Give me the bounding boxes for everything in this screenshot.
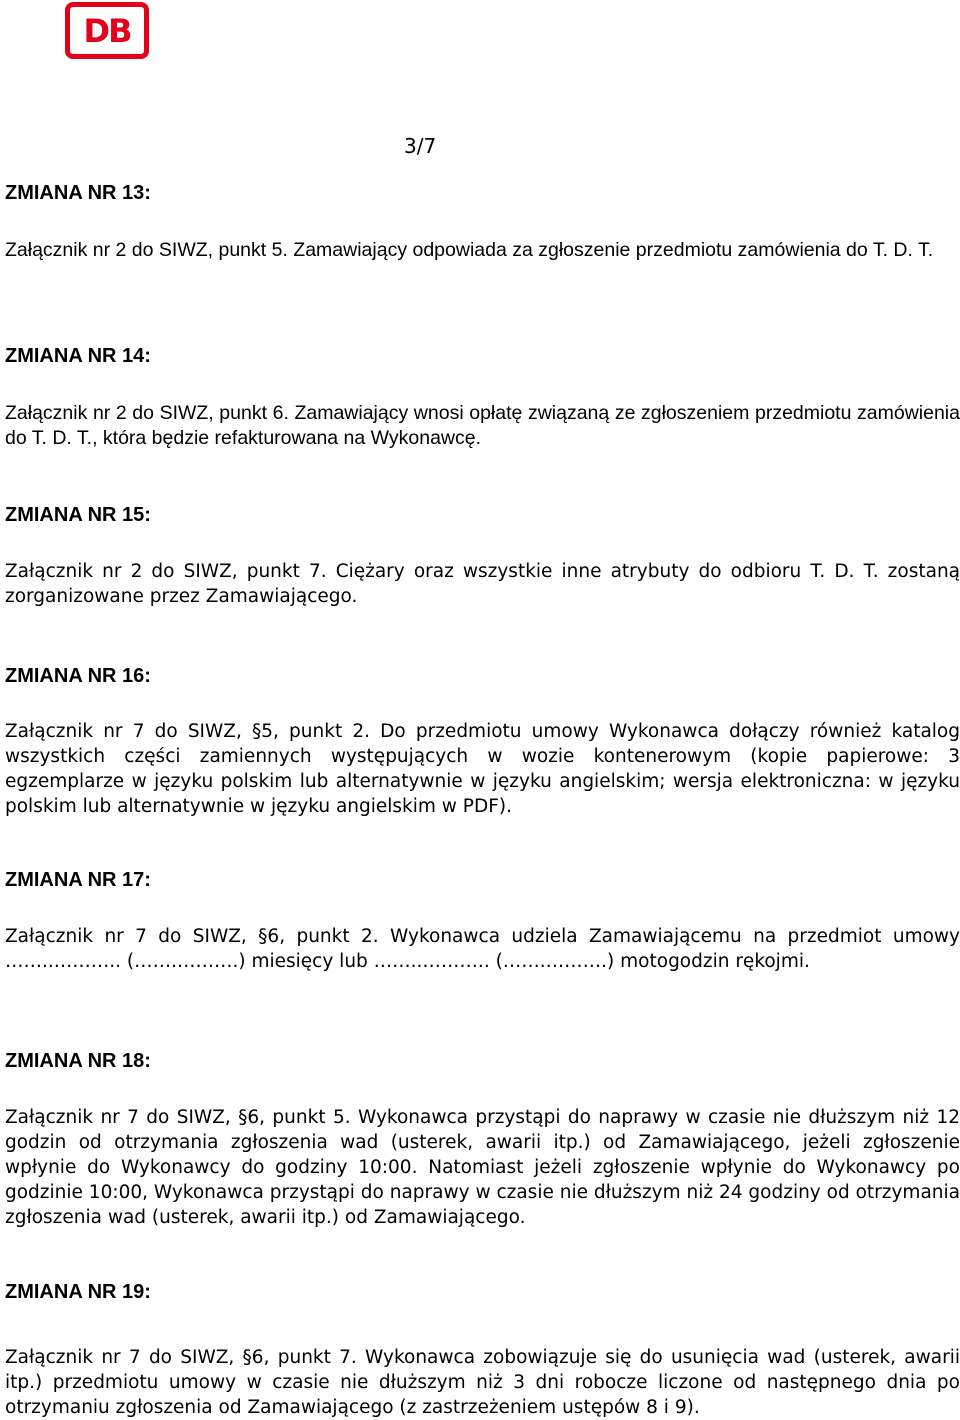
change-16-heading: ZMIANA NR 16: bbox=[5, 665, 151, 687]
change-13-text: Załącznik nr 2 do SIWZ, punkt 5. Zamawiający odpowiada za zgłoszenie przedmiotu zamówienia do T. D. T. bbox=[5, 239, 934, 261]
change-14-heading: ZMIANA NR 14: bbox=[5, 345, 151, 367]
change-17-heading: ZMIANA NR 17: bbox=[5, 869, 151, 891]
change-15-text: Załącznik nr 2 do SIWZ, punkt 7. Ciężary oraz wszystkie inne atrybuty do odbioru T. D. T. zostaną zorganizowane przez Zamawiającego. bbox=[5, 561, 960, 607]
page-number: 3/7 bbox=[404, 134, 437, 158]
change-17-text: Załącznik nr 7 do SIWZ, §6, punkt 2. Wykonawca udziela Zamawiającemu na przedmiot umowy ……..……….. (…….……….) miesięcy lub ……..……….. (…….……….) motogodzin rękojmi. bbox=[5, 926, 960, 972]
change-19-text: Załącznik nr 7 do SIWZ, §6, punkt 7. Wykonawca zobowiązuje się do usunięcia wad (usterek, awarii itp.) przedmiotu umowy w czasie nie dłuższym niż 3 dni robocze liczone od następnego dnia po otrzymaniu zgłoszenia od Zamawiającego (z zastrzeżeniem ustępów 8 i 9). bbox=[5, 1347, 960, 1418]
change-19-heading: ZMIANA NR 19: bbox=[5, 1281, 151, 1303]
change-14-text: Załącznik nr 2 do SIWZ, punkt 6. Zamawiający wnosi opłatę związaną ze zgłoszeniem przedmiotu zamówienia do T. D. T., która będzie refakturowana na Wykonawcę. bbox=[5, 402, 960, 449]
change-18-text: Załącznik nr 7 do SIWZ, §6, punkt 5. Wykonawca przystąpi do naprawy w czasie nie dłuższym niż 12 godzin od otrzymania zgłoszenia wad (usterek, awarii itp.) od Zamawiającego, jeżeli zgłoszenie wpłynie do Wykonawcy do godziny 10:00. Natomiast jeżeli zgłoszenie wpłynie do Wykonawcy po godzinie 10:00, Wykonawca przystąpi do naprawy w czasie nie dłuższym niż 24 godziny od otrzymania zgłoszenia wad (usterek, awarii itp.) od Zamawiającego. bbox=[5, 1107, 960, 1228]
db-logo-text: DB bbox=[83, 11, 131, 50]
db-logo bbox=[65, 2, 149, 59]
change-16-text: Załącznik nr 7 do SIWZ, §5, punkt 2. Do przedmiotu umowy Wykonawca dołączy również katalog wszystkich części zamiennych występujących w wozie kontenerowym (kopie papierowe: 3 egzemplarze w języku polskim lub alternatywnie w języku angielskim; wersja elektroniczna: w języku polskim lub alternatywnie w języku angielskim w PDF). bbox=[5, 721, 960, 817]
change-15-heading: ZMIANA NR 15: bbox=[5, 504, 151, 526]
change-13-heading: ZMIANA NR 13: bbox=[5, 182, 151, 204]
change-18-heading: ZMIANA NR 18: bbox=[5, 1050, 151, 1072]
